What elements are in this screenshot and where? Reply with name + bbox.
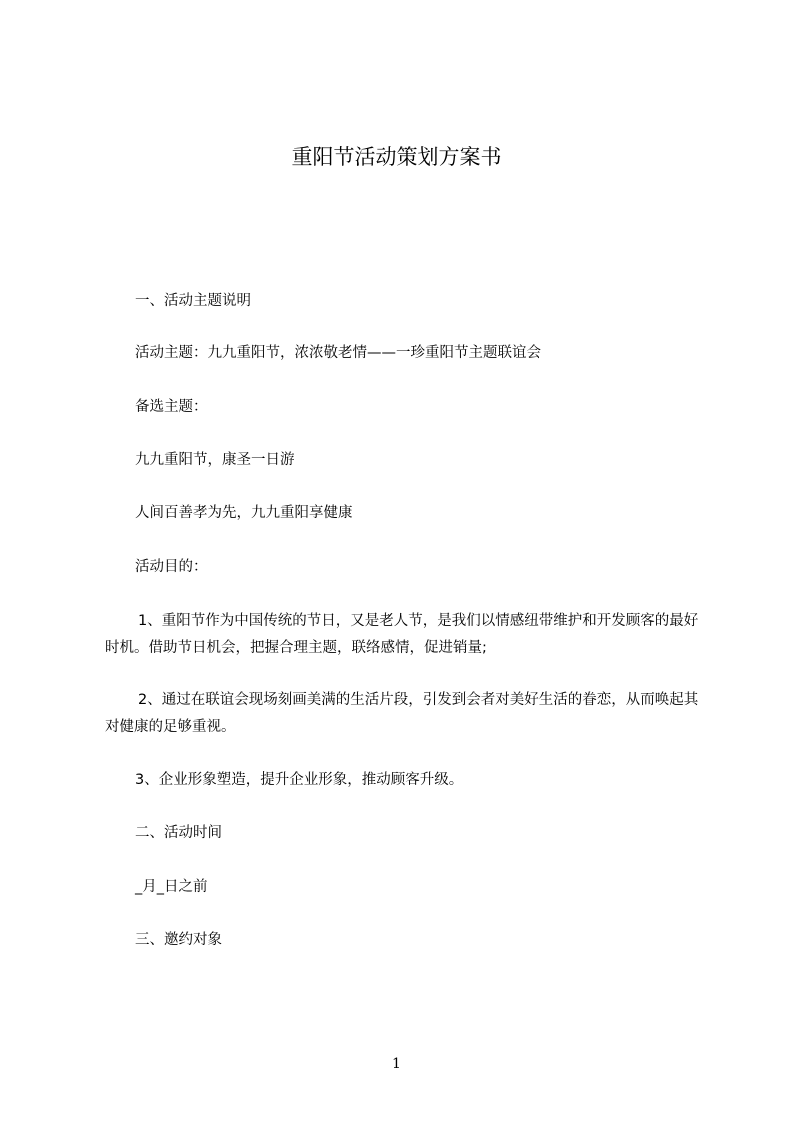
paragraph-time-value: _月_日之前 xyxy=(135,879,208,895)
paragraph-purpose-2: 2、通过在联谊会现场刻画美满的生活片段，引发到会者对美好生活的眷恋，从而唤起其对健康的足够重视。 xyxy=(105,692,699,735)
paragraph-purpose-1: 1、重阳节作为中国传统的节日，又是老人节，是我们以情感纽带维护和开发顾客的最好时机。借助节日机会，把握合理主题，联络感情，促进销量; xyxy=(105,613,699,656)
section-heading-theme: 一、活动主题说明 xyxy=(135,293,251,309)
section-heading-invitees: 三、邀约对象 xyxy=(135,932,222,948)
paragraph-activity-theme: 活动主题：九九重阳节，浓浓敬老情——一珍重阳节主题联谊会 xyxy=(135,345,541,361)
paragraph-purpose-label: 活动目的： xyxy=(135,559,208,575)
document-title: 重阳节活动策划方案书 xyxy=(291,145,502,169)
paragraph-purpose-3: 3、企业形象塑造，提升企业形象，推动顾客升级。 xyxy=(135,772,464,788)
section-heading-time: 二、活动时间 xyxy=(135,825,222,841)
page-number: 1 xyxy=(392,1056,401,1072)
paragraph-alternative-theme-1: 九九重阳节，康圣一日游 xyxy=(135,452,295,468)
paragraph-alternative-theme-2: 人间百善孝为先，九九重阳享健康 xyxy=(135,505,353,521)
paragraph-alternative-theme-label: 备选主题： xyxy=(135,399,208,415)
